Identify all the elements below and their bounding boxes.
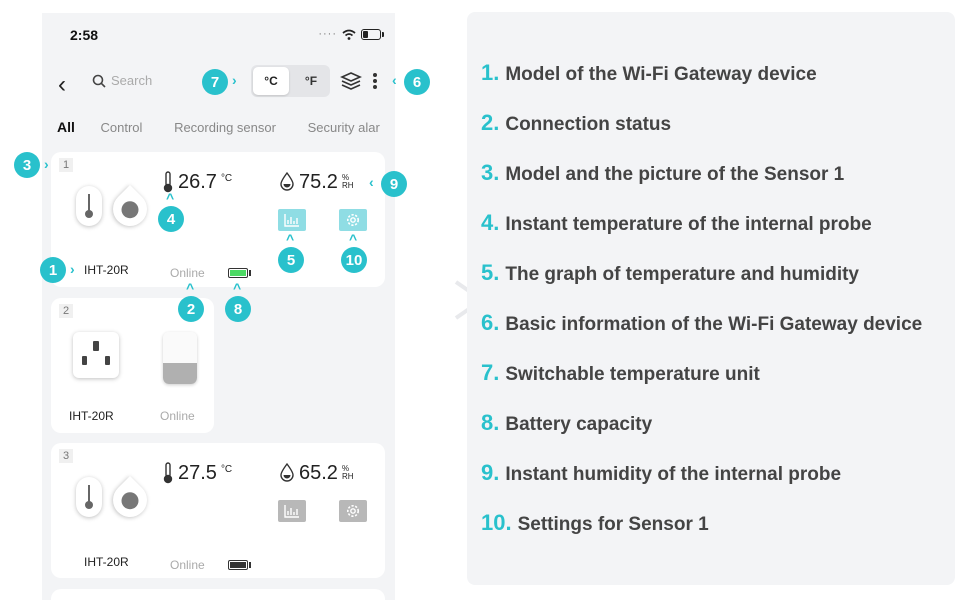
humidity-unit: % RH [341, 464, 354, 481]
card-number: 3 [59, 449, 73, 463]
temperature-unit: °C [220, 464, 233, 475]
category-tabs [57, 119, 395, 135]
legend-panel [467, 12, 955, 585]
status-battery-icon [361, 29, 381, 40]
legend-item-4: 4. Instant temperature of the internal probe [481, 210, 872, 235]
card-number: 2 [59, 304, 73, 318]
search-field[interactable] [92, 73, 152, 88]
settings-button[interactable] [339, 500, 367, 522]
wifi-icon [342, 29, 356, 40]
callout-badge-5: 5 [278, 247, 304, 273]
layers-icon[interactable] [340, 71, 362, 91]
callout-badge-4: 4 [158, 206, 184, 232]
temperature-value: 27.5 [178, 462, 217, 484]
callout-badge-6: 6 [404, 69, 430, 95]
temperature-reading [162, 462, 232, 485]
search-placeholder: Search [111, 73, 153, 88]
more-menu-icon[interactable] [372, 71, 378, 91]
humidity-reading [279, 462, 354, 485]
gear-icon [345, 212, 361, 228]
legend-item-3: 3. Model and the picture of the Sensor 1 [481, 160, 845, 185]
water-drop-icon [279, 462, 295, 482]
status-icons [318, 28, 381, 40]
chart-icon [284, 504, 300, 518]
settings-button[interactable] [339, 209, 367, 231]
connection-status: Online [170, 558, 205, 572]
callout-badge-10: 10 [341, 247, 367, 273]
callout-badge-9: 9 [381, 171, 407, 197]
callout-arrow-icon: › [70, 261, 75, 277]
tab-recording-sensor[interactable]: Recording sensor [174, 120, 276, 135]
battery-icon [228, 560, 248, 570]
legend-item-10: 10. Settings for Sensor 1 [481, 510, 709, 535]
humidity-value: 75.2 [299, 171, 338, 193]
humidity-device-icon [106, 476, 154, 524]
tab-control[interactable]: Control [100, 120, 143, 135]
status-time: 2:58 [70, 27, 99, 43]
connection-status: Online [160, 409, 195, 423]
callout-arrow-icon: ^ [166, 190, 175, 206]
callout-arrow-icon: ^ [186, 280, 195, 296]
callout-badge-1: 1 [40, 257, 66, 283]
water-drop-icon [279, 171, 295, 191]
card-number: 1 [59, 158, 73, 172]
chart-icon [284, 213, 300, 227]
search-icon [92, 74, 106, 88]
fahrenheit-option[interactable]: °F [304, 74, 318, 88]
callout-arrow-icon: ^ [286, 231, 295, 247]
callout-arrow-icon: ‹ [369, 174, 374, 190]
callout-badge-3: 3 [14, 152, 40, 178]
temperature-unit-toggle[interactable] [251, 65, 330, 97]
sensor-card-3[interactable] [51, 443, 385, 578]
legend-item-2: 2. Connection status [481, 110, 672, 135]
device-model: IHT-20R [69, 409, 114, 423]
sensor-card-1[interactable] [51, 152, 385, 287]
legend-item-9: 9. Instant humidity of the internal probe [481, 460, 842, 485]
sensor-device-icon [163, 332, 197, 384]
legend-item-7: 7. Switchable temperature unit [481, 360, 760, 385]
callout-badge-2: 2 [178, 296, 204, 322]
callout-arrow-icon: › [44, 156, 49, 172]
callout-badge-8: 8 [225, 296, 251, 322]
callout-arrow-icon: ^ [349, 231, 358, 247]
legend-item-1: 1. Model of the Wi-Fi Gateway device [481, 60, 817, 85]
legend-item-6: 6. Basic information of the Wi-Fi Gateway device [481, 310, 923, 335]
smart-plug-icon [73, 332, 119, 378]
thermometer-device-icon [76, 477, 102, 517]
battery-icon [228, 268, 248, 278]
humidity-value: 65.2 [299, 462, 338, 484]
legend-item-5: 5. The graph of temperature and humidity [481, 260, 860, 285]
celsius-option[interactable]: °C [253, 67, 289, 95]
graph-button[interactable] [278, 500, 306, 522]
callout-arrow-icon: ^ [233, 280, 242, 296]
device-model: IHT-20R [84, 263, 129, 277]
humidity-device-icon [106, 185, 154, 233]
device-model: IHT-20R [84, 555, 129, 569]
tab-security-alarm[interactable]: Security alar [307, 120, 380, 135]
humidity-reading [279, 171, 354, 194]
humidity-unit: % RH [341, 173, 354, 190]
legend-item-8: 8. Battery capacity [481, 410, 653, 435]
tab-all[interactable]: All [57, 119, 75, 135]
callout-arrow-icon: ‹ [392, 72, 397, 88]
phone-screen [42, 13, 395, 600]
temperature-unit: °C [220, 173, 233, 184]
status-bar [42, 13, 395, 57]
gear-icon [345, 503, 361, 519]
callout-arrow-icon: › [232, 72, 237, 88]
temperature-value: 26.7 [178, 171, 217, 193]
thermometer-device-icon [76, 186, 102, 226]
signal-icon: ···· [318, 28, 337, 40]
connection-status: Online [170, 266, 205, 280]
sensor-card-4-partial[interactable] [51, 589, 385, 600]
back-button[interactable]: ‹ [58, 71, 66, 98]
callout-badge-7: 7 [202, 69, 228, 95]
thermometer-icon [162, 462, 174, 484]
graph-button[interactable] [278, 209, 306, 231]
